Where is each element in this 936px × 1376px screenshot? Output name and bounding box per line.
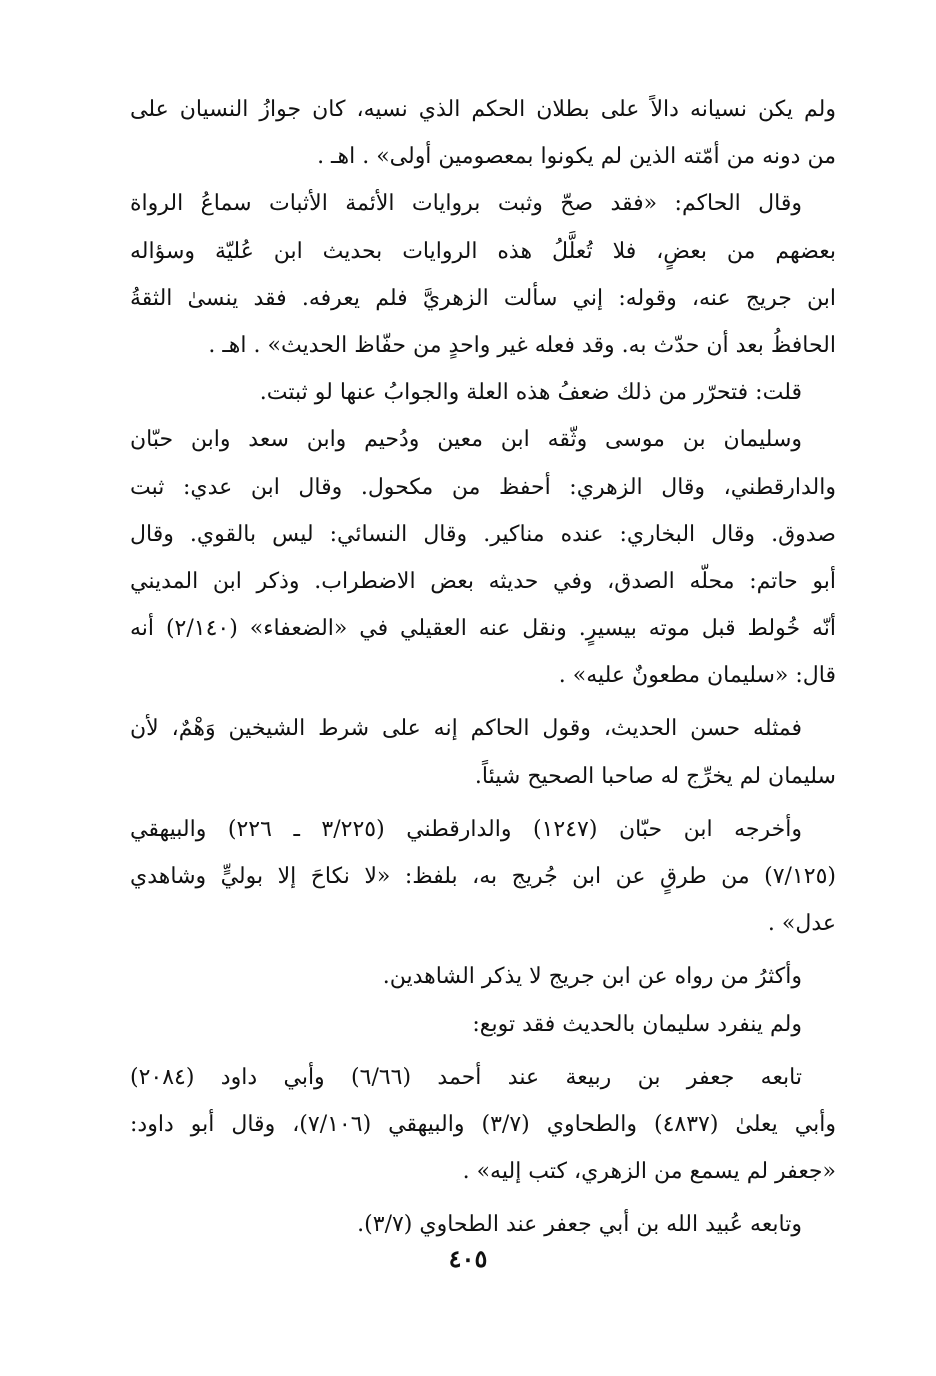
paragraph bbox=[130, 180, 836, 369]
text-line: وأبي يعلىٰ (٤٨٣٧) والطحاوي (٣/٧) والبيهقي (٧/١٠٦)، وقال أبو داود: bbox=[130, 1111, 836, 1137]
text-line: أبو حاتم: محلّه الصدق، وفي حديثه بعض الاضطراب. وذكر ابن المديني bbox=[130, 568, 836, 594]
text-line: صدوق. وقال البخاري: عنده مناكير. وقال النسائي: ليس بالقوي. وقال bbox=[130, 521, 836, 547]
text-line: بعضهم من بعضٍ، فلا تُعلَّلُ هذه الروايات بحديث ابن عُليّة وسؤاله bbox=[130, 238, 836, 264]
paragraph bbox=[130, 369, 836, 416]
text-line: ولم يكن نسيانه دالاً على بطلان الحكم الذي نسيه، كان جوازُ النسيان على bbox=[130, 97, 836, 122]
text-line: وتابعه عُبيد الله بن أبي جعفر عند الطحاوي (٣/٧). bbox=[357, 1212, 802, 1238]
text-line: تابعه جعفر بن ربيعة عند أحمد (٦/٦٦) وأبي داود (٢٠٨٤) bbox=[130, 1064, 803, 1090]
text-line: ابن جريج عنه، وقوله: إني سألت الزهريَّ فلم يعرفه. فقد ينسىٰ الثقةُ bbox=[130, 285, 836, 311]
text-line: والدارقطني، وقال الزهري: أحفظ من مكحول. وقال ابن عدي: ثبت bbox=[130, 474, 836, 500]
text-line: الحافظُ بعد أن حدّث به. وقد فعله غير واحدٍ من حفّاظ الحديث» . اهـ . bbox=[208, 332, 836, 358]
paragraph bbox=[130, 1001, 836, 1048]
text-line: قال: «سليمان مطعونٌ عليه» . bbox=[558, 663, 836, 689]
paragraph bbox=[130, 1054, 836, 1196]
paragraph bbox=[130, 1201, 836, 1248]
text-line: ولم ينفرد سليمان بالحديث فقد توبع: bbox=[472, 1011, 802, 1037]
paragraph bbox=[130, 953, 836, 1000]
page-number: ٤٠٥ bbox=[448, 1244, 488, 1273]
paragraph bbox=[130, 806, 836, 948]
page-body bbox=[130, 86, 836, 1249]
text-line: من دونه من أمّته الذين لم يكونوا بمعصومين أولى» . اهـ . bbox=[317, 144, 836, 170]
text-line: وقال الحاكم: «فقد صحّ وثبت بروايات الأئمة الأثبات سماعُ الرواة bbox=[130, 191, 802, 217]
text-line: فمثله حسن الحديث، وقول الحاكم إنه على شرط الشيخين وَهْمٌ، لأن bbox=[130, 716, 802, 742]
text-line: «جعفر لم يسمع من الزهري، كتب إليه» . bbox=[462, 1159, 836, 1185]
text-line: عدل» . bbox=[767, 911, 836, 937]
paragraph bbox=[130, 705, 836, 799]
text-line: وأكثرُ من رواه عن ابن جريج لا يذكر الشاهدين. bbox=[382, 964, 802, 990]
paragraph bbox=[130, 416, 836, 699]
text-line: قلت: فتحرّر من ذلك ضعفُ هذه العلة والجوابُ عنها لو ثبتت. bbox=[259, 380, 802, 406]
text-line: سليمان لم يخرِّج له صاحبا الصحيح شيئاً. bbox=[474, 763, 836, 789]
text-line: وسليمان بن موسى وثّقه ابن معين ودُحيم وابن سعد وابن حبّان bbox=[130, 427, 802, 453]
text-line: وأخرجه ابن حبّان (١٢٤٧) والدارقطني (٣/٢٢٥ ـ ٢٢٦) والبيهقي bbox=[130, 816, 803, 842]
text-line: أنّه خُولط قبل موته بيسيرٍ. ونقل عنه العقيلي في «الضعفاء» (٢/١٤٠) أنه bbox=[130, 616, 837, 642]
paragraph bbox=[130, 86, 836, 180]
text-line: (٧/١٢٥) من طرقٍ عن ابن جُريج به، بلفظ: «لا نكاحَ إلا بوليٍّ وشاهدي bbox=[130, 864, 836, 889]
